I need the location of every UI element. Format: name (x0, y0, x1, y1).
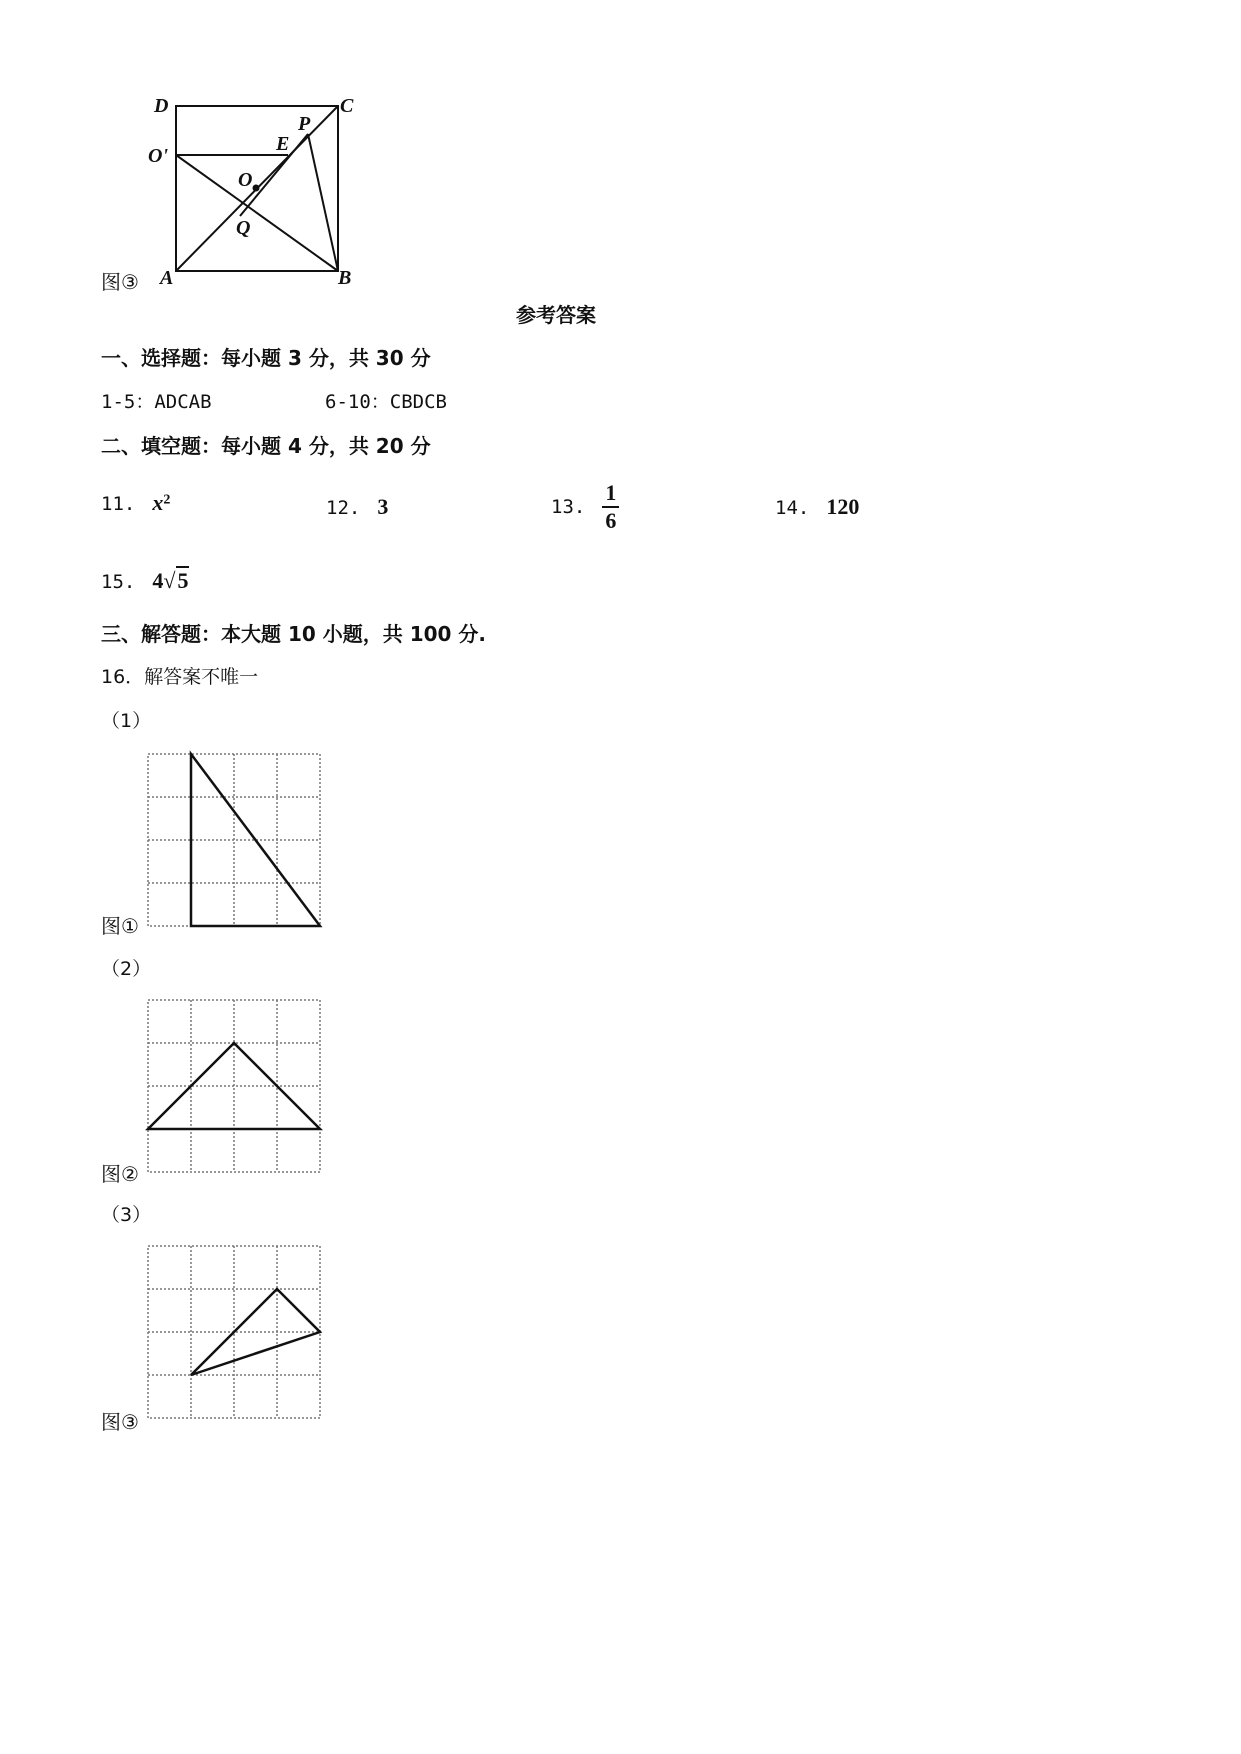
square-geometry-figure (148, 92, 380, 292)
label-d: D (154, 95, 169, 117)
answer-value: 3 (377, 494, 389, 519)
answer-12 (326, 494, 388, 520)
label-e: E (276, 133, 290, 155)
label-o: O (238, 169, 253, 191)
answer-13 (551, 480, 619, 534)
label-p: P (298, 113, 311, 135)
segment-oprime-b (176, 155, 338, 271)
answer-base: x (152, 490, 164, 515)
question-number: 11. (101, 493, 136, 515)
grid-figure-1 (140, 748, 330, 932)
section-solution-title: 三、解答题：本大题 10 小题，共 100 分. (101, 622, 487, 646)
label-oprime: O' (148, 145, 168, 167)
point-o (253, 185, 260, 192)
answer-value: 120 (826, 494, 860, 519)
figure-1-label: 图① (101, 914, 139, 938)
question-number: 15. (101, 571, 136, 593)
question-number: 14. (775, 497, 810, 519)
question-number: 12. (326, 497, 361, 519)
grid-figure-3 (140, 1240, 330, 1424)
figure-3-label: 图③ (101, 1410, 139, 1434)
grid-figure-2 (140, 994, 330, 1178)
answer-coefficient: 4 (152, 568, 164, 593)
figure-top-label: 图③ (101, 270, 139, 294)
label-q: Q (236, 217, 251, 239)
section-fill-title: 二、填空题：每小题 4 分，共 20 分 (101, 434, 431, 458)
answer-exponent: 2 (163, 492, 171, 508)
question-16: 16．解答案不唯一 (101, 666, 259, 688)
answer-15 (101, 568, 189, 594)
answer-14 (775, 494, 859, 520)
segment-p-b (308, 134, 338, 271)
choice-answers-1-5: 1-5：ADCAB (101, 391, 212, 413)
radical-sign: √ (163, 568, 176, 593)
fraction-numerator: 1 (602, 480, 619, 508)
answer-fraction (602, 480, 619, 534)
page-title: 参考答案 (516, 303, 596, 327)
radicand: 5 (177, 568, 189, 593)
answer-11 (101, 490, 170, 516)
label-c: C (340, 95, 354, 117)
fraction-denominator: 6 (605, 508, 617, 533)
part-3-label: （3） (101, 1204, 152, 1226)
label-b: B (338, 267, 352, 289)
label-a: A (160, 267, 174, 289)
question-number: 13. (551, 496, 586, 518)
choice-answers-6-10: 6-10：CBDCB (325, 391, 447, 413)
part-1-label: （1） (101, 710, 152, 732)
figure-2-label: 图② (101, 1162, 139, 1186)
part-2-label: （2） (101, 958, 152, 980)
section-choice-title: 一、选择题：每小题 3 分，共 30 分 (101, 346, 431, 370)
